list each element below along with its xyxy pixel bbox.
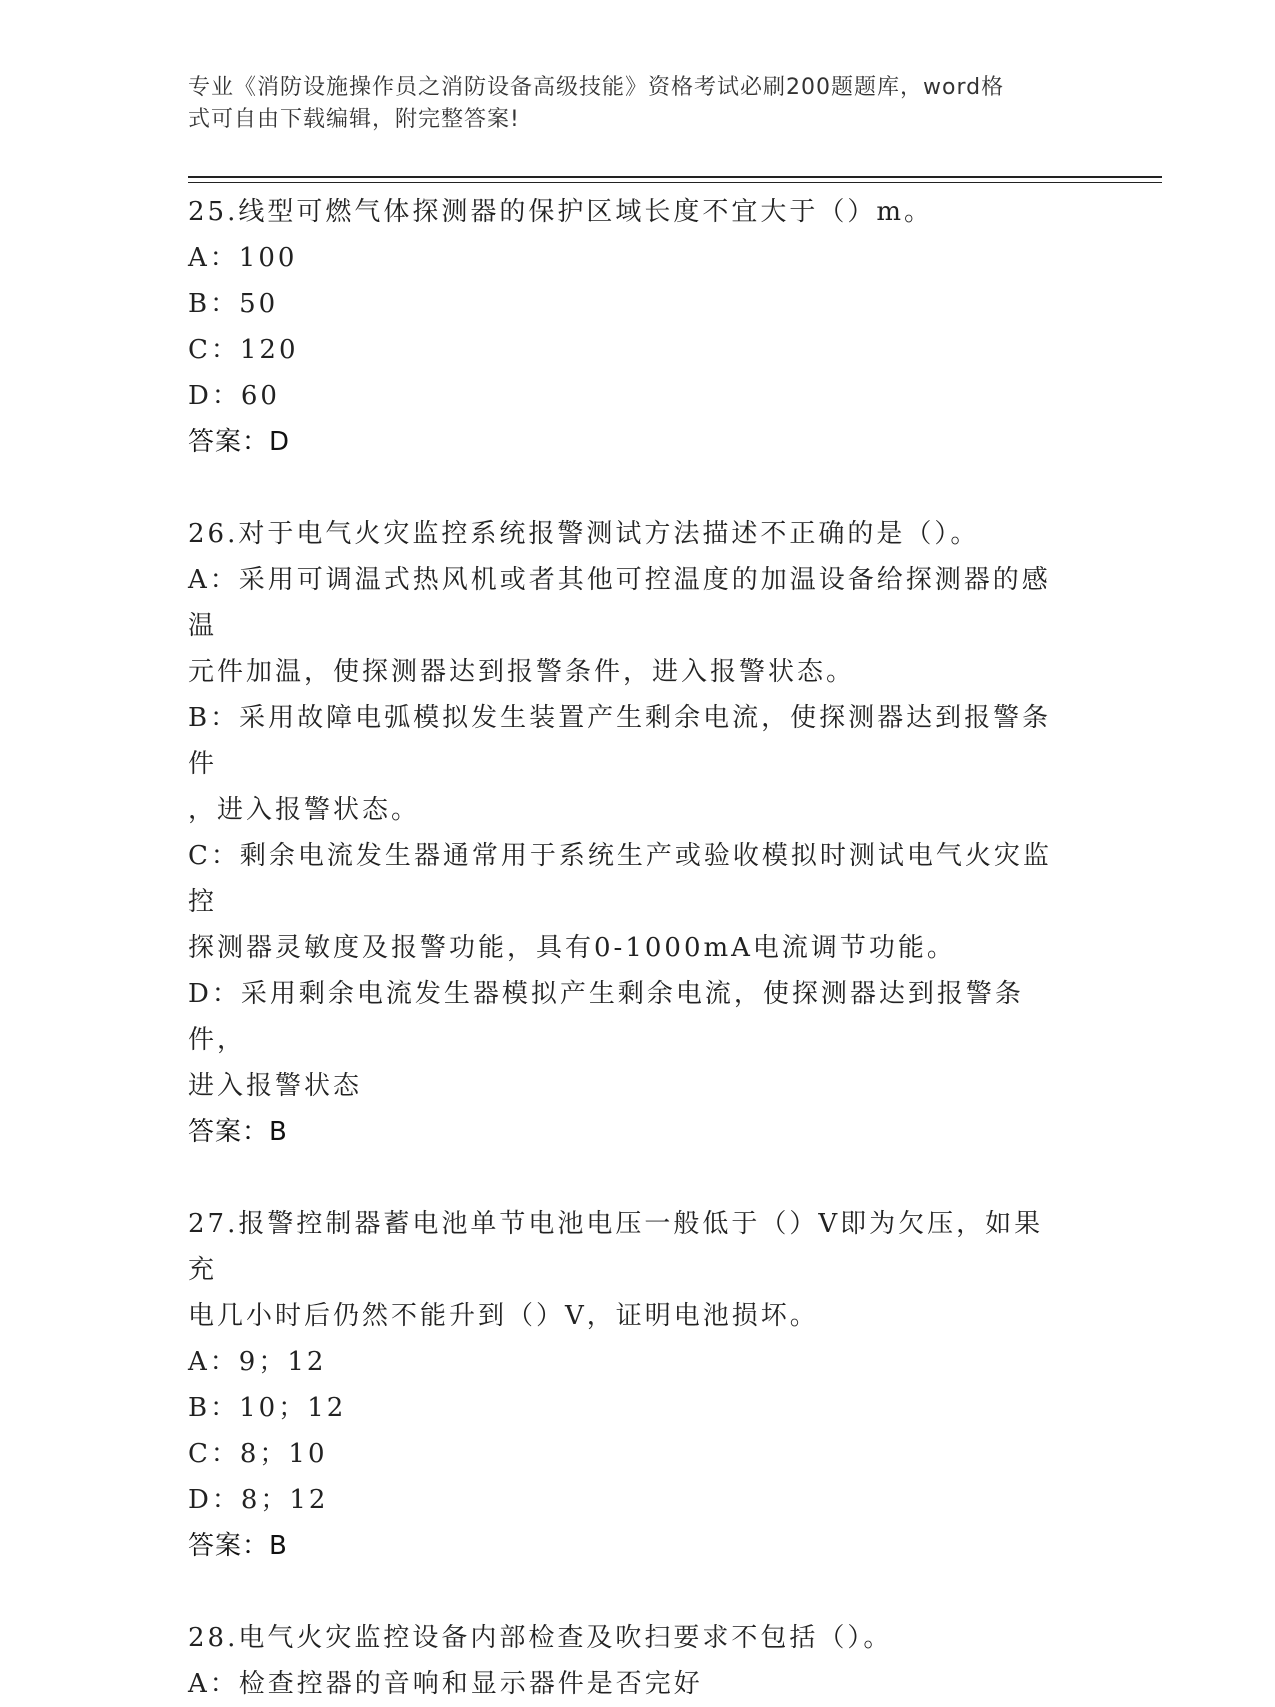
question-text: 28.电气火灾监控设备内部检查及吹扫要求不包括（）。 bbox=[188, 1623, 893, 1653]
question-25 bbox=[188, 189, 1068, 465]
option-d: D：60 bbox=[188, 381, 280, 411]
option-d-line-2: 进入报警状态 bbox=[188, 1071, 363, 1101]
option-d: D：8；12 bbox=[188, 1485, 329, 1515]
question-text: 26.对于电气火灾监控系统报警测试方法描述不正确的是（）。 bbox=[188, 519, 980, 549]
question-text: 25.线型可燃气体探测器的保护区域长度不宜大于（）m。 bbox=[188, 197, 934, 227]
option-b: B：50 bbox=[188, 289, 279, 319]
option-a: A：100 bbox=[188, 243, 298, 273]
option-b-line-2: ，进入报警状态。 bbox=[188, 795, 421, 825]
answer: 答案：D bbox=[188, 427, 291, 457]
option-c: C：120 bbox=[188, 335, 299, 365]
option-c: C：8；10 bbox=[188, 1439, 328, 1469]
option-b: B：10；12 bbox=[188, 1393, 347, 1423]
header-line-1: 专业《消防设施操作员之消防设备高级技能》资格考试必刷200题题库，word格 bbox=[188, 75, 1005, 100]
header-line-2: 式可自由下载编辑，附完整答案! bbox=[188, 107, 520, 132]
header-rule-thin bbox=[188, 182, 1162, 183]
answer: 答案：B bbox=[188, 1117, 288, 1147]
option-c-line-2: 探测器灵敏度及报警功能，具有0-1000mA电流调节功能。 bbox=[188, 933, 956, 963]
spacer bbox=[188, 1569, 1068, 1615]
option-a-line-2: 元件加温，使探测器达到报警条件，进入报警状态。 bbox=[188, 657, 856, 687]
option-a: A：9；12 bbox=[188, 1347, 327, 1377]
spacer bbox=[188, 465, 1068, 511]
document-header bbox=[188, 72, 1068, 136]
question-28 bbox=[188, 1615, 1068, 1707]
option-a-line-1: A：采用可调温式热风机或者其他可控温度的加温设备给探测器的感温 bbox=[188, 565, 1051, 641]
option-b-line-1: B：采用故障电弧模拟发生装置产生剩余电流，使探测器达到报警条件 bbox=[188, 703, 1052, 779]
question-27 bbox=[188, 1201, 1068, 1569]
question-list bbox=[188, 189, 1068, 1707]
answer: 答案：B bbox=[188, 1531, 288, 1561]
option-a: A：检查控器的音响和显示器件是否完好 bbox=[188, 1669, 703, 1699]
question-text-line-2: 电几小时后仍然不能升到（）V，证明电池损坏。 bbox=[188, 1301, 819, 1331]
question-text-line-1: 27.报警控制器蓄电池单节电池电压一般低于（）V即为欠压，如果充 bbox=[188, 1209, 1044, 1285]
header-rule-thick bbox=[188, 176, 1162, 178]
spacer bbox=[188, 1155, 1068, 1201]
option-c-line-1: C：剩余电流发生器通常用于系统生产或验收模拟时测试电气火灾监控 bbox=[188, 841, 1052, 917]
option-d-line-1: D：采用剩余电流发生器模拟产生剩余电流，使探测器达到报警条件， bbox=[188, 979, 1024, 1055]
question-26 bbox=[188, 511, 1068, 1155]
